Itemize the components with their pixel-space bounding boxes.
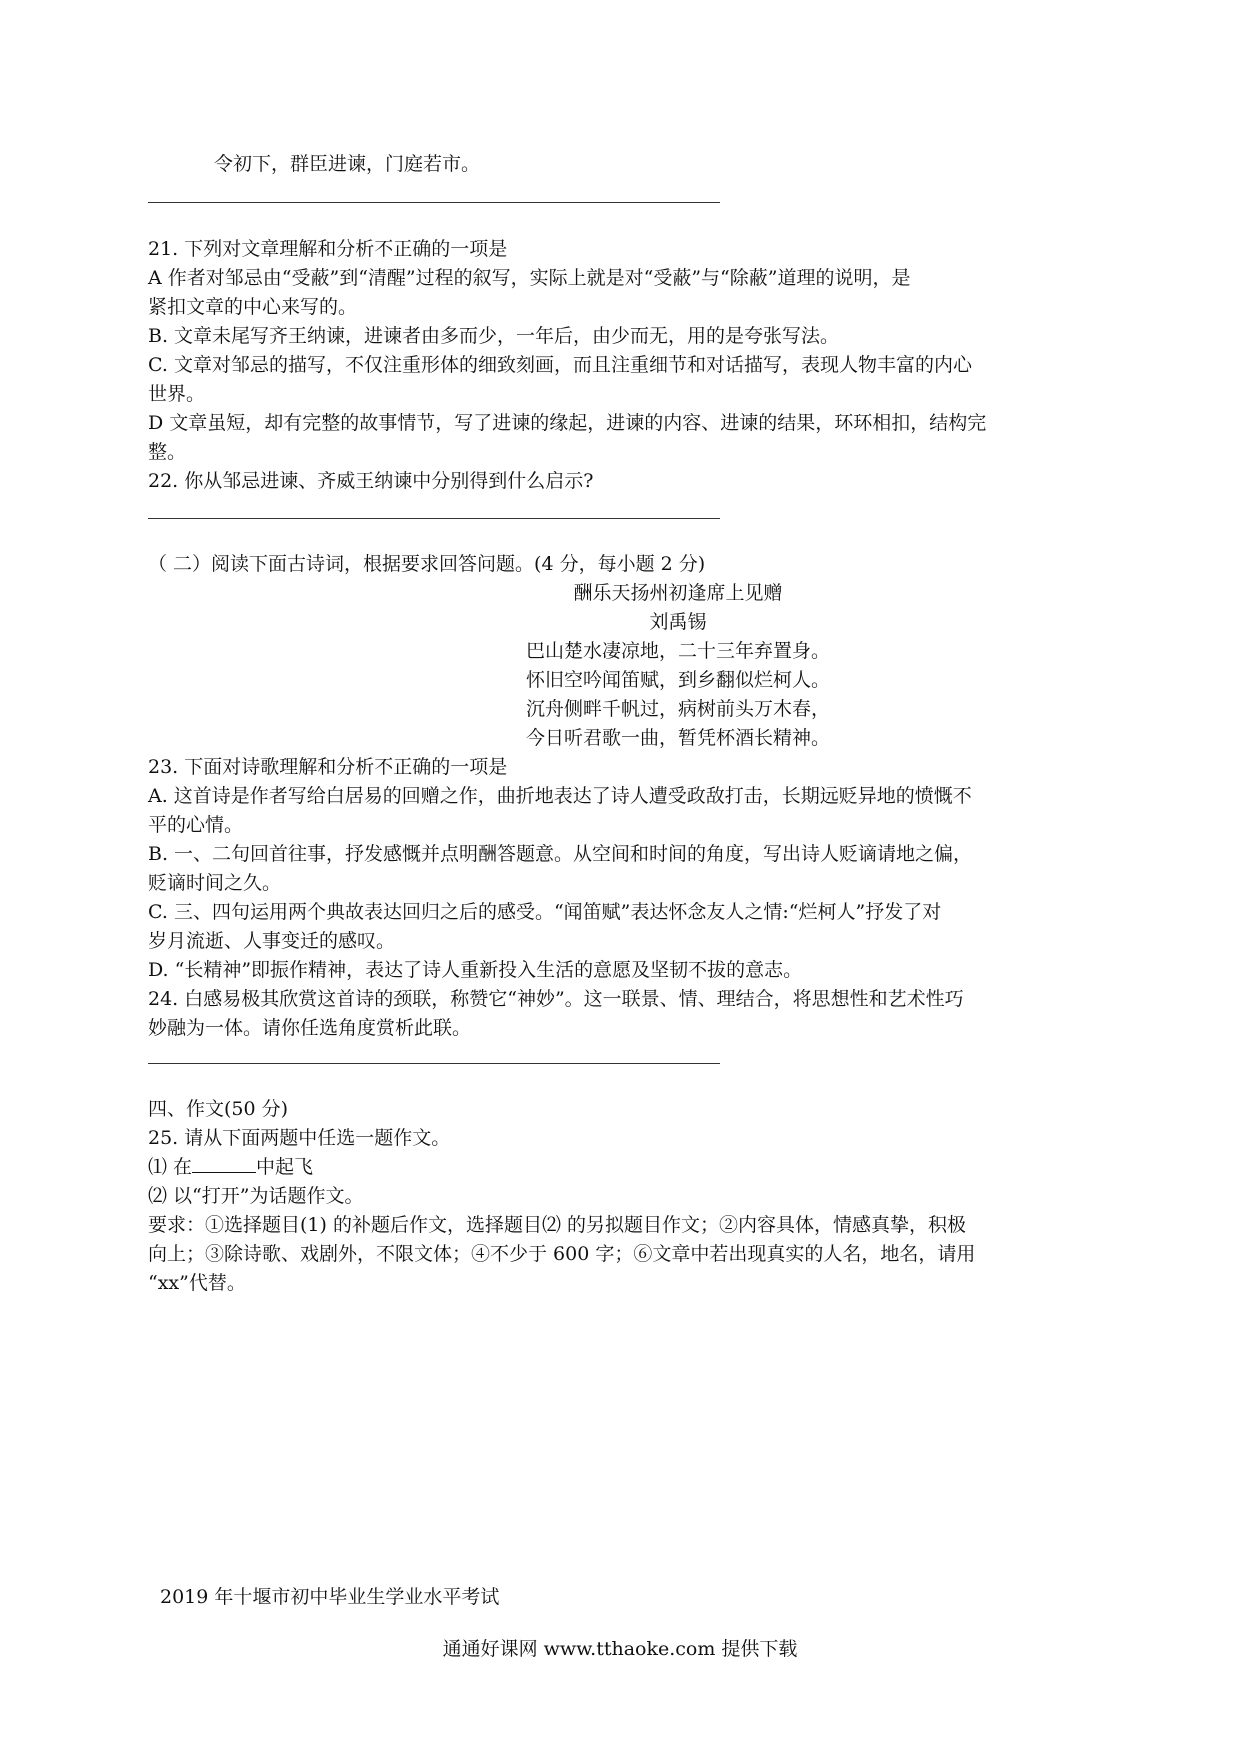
- q23-option-c: C. 三、四句运用两个典故表达回归之后的感受。“闻笛赋”表达怀念友人之情:“烂柯人”抒发了对: [148, 901, 942, 923]
- q23-option-c-cont: 岁月流逝、人事变迁的感叹。: [148, 930, 396, 952]
- section-2: [148, 550, 1098, 1043]
- poem-title: 酬乐天扬州初逢席上见赠: [573, 582, 783, 604]
- poem-line: 巴山楚水凄凉地，二十三年弃置身。: [525, 640, 830, 662]
- q21-option-d: D 文章虽短，却有完整的故事情节，写了进谏的缘起，进谏的内容、进谏的结果，环环相扣，结构完: [148, 412, 987, 434]
- q21-option-d-cont: 整。: [148, 441, 187, 463]
- q23-stem: 23. 下面对诗歌理解和分析不正确的一项是: [148, 756, 508, 778]
- q21-option-a: A 作者对邹忌由“受蔽”到“清醒”过程的叙写，实际上就是对“受蔽”与“除蔽”道理的说明，是: [148, 267, 911, 289]
- q21-option-c: C. 文章对邹忌的描写，不仅注重形体的细致刻画，而且注重细节和对话描写，表现人物丰富的内心: [148, 354, 972, 376]
- poem-line: 怀旧空吟闻笛赋，到乡翻似烂柯人。: [525, 669, 830, 691]
- q22-stem: 22. 你从邹忌进谏、齐威王纳谏中分别得到什么启示?: [148, 470, 594, 492]
- download-source: 通通好课网 www.tthaoke.com 提供下载: [442, 1638, 798, 1660]
- q23-option-a: A. 这首诗是作者写给白居易的回赠之作，曲折地表达了诗人遭受政敌打击，长期远贬异地的愤慨不: [148, 785, 972, 807]
- q23-option-b-cont: 贬谪时间之久。: [148, 872, 282, 894]
- poem-line: 今日听君歌一曲，暂凭杯酒长精神。: [525, 727, 830, 749]
- poem-author: 刘禹锡: [649, 611, 707, 633]
- essay-requirements-cont: 向上；③除诗歌、戏剧外，不限文体；④不少于 600 字；⑥文章中若出现真实的人名，地名，请用: [148, 1243, 976, 1265]
- essay-requirements: 要求：①选择题目(1) 的补题后作文，选择题目⑵ 的另拟题目作文；②内容具体，情感真挚，积极: [148, 1214, 966, 1236]
- answer-line: [148, 202, 720, 203]
- essay-option-1: [148, 1153, 1098, 1182]
- q23-option-d: D. “长精神”即振作精神，表达了诗人重新投入生活的意愿及坚韧不拔的意志。: [148, 959, 803, 981]
- q21-option-a-cont: 紧扣文章的中心来写的。: [148, 296, 358, 318]
- fill-in-blank: [192, 1154, 256, 1173]
- passage-end: [148, 150, 1098, 179]
- q23-option-b: B. 一、二句回首往事，抒发感慨并点明酬答题意。从空间和时间的角度，写出诗人贬谪请地之偏，: [148, 843, 973, 865]
- section-4-heading: 四、作文(50 分): [148, 1098, 289, 1120]
- q24-stem-cont: 妙融为一体。请你任选角度赏析此联。: [148, 1017, 472, 1039]
- poem-line: 沉舟侧畔千帆过，病树前头万木春，: [525, 698, 830, 720]
- section-4: [148, 1095, 1098, 1298]
- question-21: [148, 235, 1098, 496]
- q24-stem: 24. 白感易极其欣赏这首诗的颈联，称赞它“神妙”。这一联景、情、理结合，将思想性和艺术性巧: [148, 988, 964, 1010]
- q25-stem: 25. 请从下面两题中任选一题作文。: [148, 1127, 451, 1149]
- q23-option-a-cont: 平的心情。: [148, 814, 244, 836]
- answer-line: [148, 1063, 720, 1064]
- essay-option-2: ⑵ 以“打开”为话题作文。: [148, 1185, 364, 1207]
- q21-option-b: B. 文章未尾写齐王纳谏，进谏者由多而少，一年后，由少而无，用的是夸张写法。: [148, 325, 840, 347]
- passage-last-line: 令初下，群臣进谏，门庭若市。: [214, 153, 481, 175]
- essay-requirements-cont: “xx”代替。: [148, 1272, 246, 1294]
- essay-option-1-suffix: 中起飞: [256, 1156, 314, 1178]
- essay-option-1-prefix: ⑴ 在: [148, 1156, 193, 1178]
- q21-option-c-cont: 世界。: [148, 383, 206, 405]
- exam-title: 2019 年十堰市初中毕业生学业水平考试: [160, 1586, 500, 1608]
- section-2-heading: （ 二）阅读下面古诗词，根据要求回答问题。(4 分，每小题 2 分): [148, 553, 706, 575]
- q21-stem: 21. 下列对文章理解和分析不正确的一项是: [148, 238, 508, 260]
- answer-line: [148, 518, 720, 519]
